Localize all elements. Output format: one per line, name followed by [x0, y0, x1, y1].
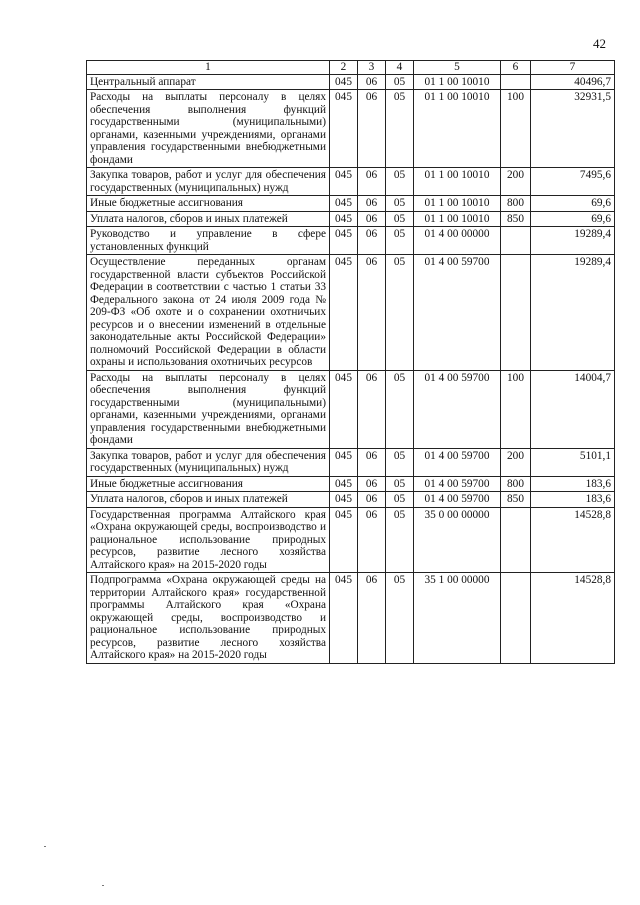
row-code-3: 06: [358, 492, 386, 508]
row-code-2: 045: [330, 573, 358, 664]
table-row: [87, 255, 615, 371]
row-amount: 69,6: [531, 196, 615, 212]
row-code-4: 05: [386, 507, 414, 573]
row-code-4: 05: [386, 573, 414, 664]
col-header-6: 6: [501, 61, 531, 75]
row-code-3: 06: [358, 227, 386, 255]
row-code-5: 01 1 00 10010: [414, 168, 501, 196]
row-name: Центральный аппарат: [87, 74, 330, 90]
row-code-4: 05: [386, 90, 414, 168]
row-amount: 183,6: [531, 492, 615, 508]
row-code-3: 06: [358, 476, 386, 492]
row-code-4: 05: [386, 448, 414, 476]
row-amount: 19289,4: [531, 227, 615, 255]
row-code-4: 05: [386, 211, 414, 227]
row-name: Государственная программа Алтайского края «Охрана окружающей среды, воспроизводство и рациональное использование природных ресурсов, развитие лесного хозяйства Алтайского края» на 2015-2020 годы: [87, 507, 330, 573]
row-code-5: 01 1 00 10010: [414, 196, 501, 212]
row-code-4: 05: [386, 370, 414, 448]
table-row: [87, 90, 615, 168]
row-amount: 7495,6: [531, 168, 615, 196]
row-name: Расходы на выплаты персоналу в целях обеспечения выполнения функций государственными (муниципальными) органами, казенными учреждениями, органами управления государственными внебюджетными фондами: [87, 90, 330, 168]
row-code-4: 05: [386, 492, 414, 508]
row-name: Уплата налогов, сборов и иных платежей: [87, 492, 330, 508]
row-code-3: 06: [358, 168, 386, 196]
table-row: [87, 211, 615, 227]
row-code-5: 01 4 00 59700: [414, 492, 501, 508]
table-row: [87, 507, 615, 573]
row-code-6: [501, 74, 531, 90]
row-code-2: 045: [330, 227, 358, 255]
table-row: [87, 492, 615, 508]
table-row: [87, 168, 615, 196]
row-code-2: 045: [330, 370, 358, 448]
scan-speck: [44, 846, 46, 847]
row-code-2: 045: [330, 211, 358, 227]
row-code-2: 045: [330, 255, 358, 371]
row-name: Иные бюджетные ассигнования: [87, 476, 330, 492]
row-name: Осуществление переданных органам государственной власти субъектов Российской Федерации в соответствии с частью 1 статьи 33 Федерального закона от 24 июля 2009 года № 209-ФЗ «Об охоте и о сохранении охотничьих ресурсов и о внесении изменений в отдельные законодательные акты Российской Федерации» полномочий Российской Федерации в области охраны и использования охотничьих ресурсов: [87, 255, 330, 371]
table-row: [87, 227, 615, 255]
row-code-3: 06: [358, 211, 386, 227]
row-name: Закупка товаров, работ и услуг для обеспечения государственных (муниципальных) нужд: [87, 168, 330, 196]
row-code-6: [501, 255, 531, 371]
row-code-6: 200: [501, 168, 531, 196]
row-code-6: 200: [501, 448, 531, 476]
header-row: [87, 61, 615, 75]
col-header-2: 2: [330, 61, 358, 75]
row-amount: 5101,1: [531, 448, 615, 476]
row-code-2: 045: [330, 196, 358, 212]
row-code-5: 01 1 00 10010: [414, 74, 501, 90]
row-code-2: 045: [330, 74, 358, 90]
row-amount: 183,6: [531, 476, 615, 492]
row-amount: 40496,7: [531, 74, 615, 90]
budget-table: [86, 60, 615, 664]
row-code-6: 800: [501, 476, 531, 492]
scan-speck: [102, 885, 104, 886]
row-name: Закупка товаров, работ и услуг для обеспечения государственных (муниципальных) нужд: [87, 448, 330, 476]
row-code-4: 05: [386, 227, 414, 255]
row-code-3: 06: [358, 370, 386, 448]
row-code-5: 01 4 00 00000: [414, 227, 501, 255]
row-code-6: [501, 507, 531, 573]
row-code-6: 100: [501, 90, 531, 168]
row-code-6: [501, 227, 531, 255]
row-code-3: 06: [358, 90, 386, 168]
row-code-2: 045: [330, 476, 358, 492]
table-row: [87, 74, 615, 90]
row-code-3: 06: [358, 448, 386, 476]
row-code-4: 05: [386, 168, 414, 196]
row-code-5: 01 1 00 10010: [414, 90, 501, 168]
row-amount: 32931,5: [531, 90, 615, 168]
row-amount: 14004,7: [531, 370, 615, 448]
col-header-1: 1: [87, 61, 330, 75]
row-code-2: 045: [330, 492, 358, 508]
row-code-6: 100: [501, 370, 531, 448]
table-row: [87, 476, 615, 492]
row-code-2: 045: [330, 507, 358, 573]
row-amount: 14528,8: [531, 573, 615, 664]
row-code-4: 05: [386, 196, 414, 212]
row-code-4: 05: [386, 476, 414, 492]
row-code-5: 01 1 00 10010: [414, 211, 501, 227]
row-code-2: 045: [330, 448, 358, 476]
table-row: [87, 196, 615, 212]
row-name: Подпрограмма «Охрана окружающей среды на территории Алтайского края» государственной программы Алтайского края «Охрана окружающей среды, воспроизводство и рациональное использование природных ресурсов, развитие лесного хозяйства Алтайского края» на 2015-2020 годы: [87, 573, 330, 664]
page-number: 42: [593, 36, 606, 51]
row-name: Руководство и управление в сфере установленных функций: [87, 227, 330, 255]
row-code-4: 05: [386, 255, 414, 371]
row-name: Уплата налогов, сборов и иных платежей: [87, 211, 330, 227]
table-row: [87, 370, 615, 448]
row-name: Иные бюджетные ассигнования: [87, 196, 330, 212]
row-amount: 69,6: [531, 211, 615, 227]
col-header-7: 7: [531, 61, 615, 75]
table-row: [87, 573, 615, 664]
col-header-4: 4: [386, 61, 414, 75]
row-code-5: 01 4 00 59700: [414, 476, 501, 492]
row-code-5: 01 4 00 59700: [414, 448, 501, 476]
row-code-5: 01 4 00 59700: [414, 370, 501, 448]
row-code-5: 35 1 00 00000: [414, 573, 501, 664]
row-code-5: 01 4 00 59700: [414, 255, 501, 371]
col-header-5: 5: [414, 61, 501, 75]
row-code-6: [501, 573, 531, 664]
row-code-5: 35 0 00 00000: [414, 507, 501, 573]
row-code-3: 06: [358, 573, 386, 664]
row-code-6: 800: [501, 196, 531, 212]
row-code-3: 06: [358, 74, 386, 90]
col-header-3: 3: [358, 61, 386, 75]
row-code-4: 05: [386, 74, 414, 90]
row-code-6: 850: [501, 211, 531, 227]
row-code-6: 850: [501, 492, 531, 508]
row-code-3: 06: [358, 507, 386, 573]
row-name: Расходы на выплаты персоналу в целях обеспечения выполнения функций государственными (муниципальными) органами, казенными учреждениями, органами управления государственными внебюджетными фондами: [87, 370, 330, 448]
row-amount: 19289,4: [531, 255, 615, 371]
row-code-3: 06: [358, 196, 386, 212]
row-amount: 14528,8: [531, 507, 615, 573]
row-code-2: 045: [330, 168, 358, 196]
table-row: [87, 448, 615, 476]
row-code-2: 045: [330, 90, 358, 168]
table-body: [87, 74, 615, 663]
row-code-3: 06: [358, 255, 386, 371]
